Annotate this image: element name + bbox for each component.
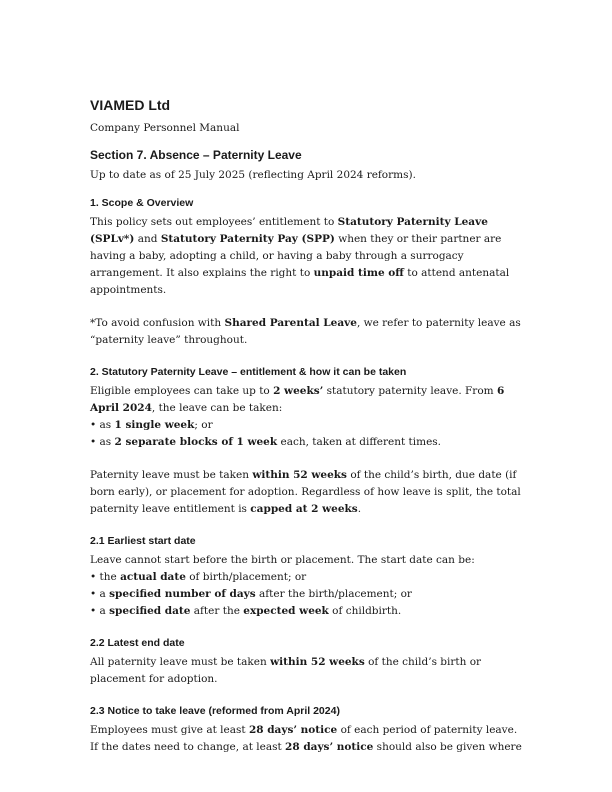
heading-scope-overview: 1. Scope & Overview bbox=[90, 197, 194, 209]
bullet-specified-days: • a specified number of days after the birth/placement; or bbox=[90, 588, 412, 600]
para-entitlement-intro: Eligible employees can take up to 2 weeks’ statutory paternity leave. From 6 April 2024, the leave can be taken: bbox=[90, 385, 505, 414]
bullet-single-week: • as 1 single week; or bbox=[90, 419, 213, 431]
para-footnote: *To avoid confusion with Shared Parental Leave, we refer to paternity leave as “paternity leave” throughout. bbox=[90, 317, 521, 346]
effective-date-line: Up to date as of 25 July 2025 (reflecting April 2024 reforms). bbox=[90, 169, 416, 181]
bullet-two-blocks: • as 2 separate blocks of 1 week each, taken at different times. bbox=[90, 436, 442, 448]
heading-notice-to-take-leave: 2.3 Notice to take leave (reformed from April 2024) bbox=[90, 705, 340, 717]
para-latest-end: All paternity leave must be taken within 52 weeks of the child’s birth or placement for adoption. bbox=[90, 656, 482, 685]
company-title: VIAMED Ltd bbox=[90, 97, 171, 113]
bullet-actual-date: • the actual date of birth/placement; or bbox=[90, 571, 307, 583]
manual-subtitle: Company Personnel Manual bbox=[90, 122, 240, 134]
heading-latest-end: 2.2 Latest end date bbox=[90, 637, 185, 649]
document-content bbox=[90, 97, 523, 772]
para-notice-to-take-leave: Employees must give at least 28 days’ notice of each period of paternity leave. If the dates need to change, at least 28 days’ notice should also be given where bbox=[90, 724, 522, 753]
bullet-specified-date: • a specified date after the expected week of childbirth. bbox=[90, 605, 402, 617]
para-earliest-start-intro: Leave cannot start before the birth or placement. The start date can be: bbox=[90, 554, 475, 566]
section-title: Section 7. Absence – Paternity Leave bbox=[90, 148, 302, 162]
heading-earliest-start: 2.1 Earliest start date bbox=[90, 535, 196, 547]
para-52-weeks-cap: Paternity leave must be taken within 52 weeks of the child’s birth, due date (if born early), or placement for adoption. Regardless of how leave is split, the total paternity leave entitlement is capped at 2 weeks. bbox=[90, 469, 521, 515]
para-scope-overview: This policy sets out employees’ entitlement to Statutory Paternity Leave (SPLv*) and Statutory Paternity Pay (SPP) when they or their partner are having a baby, adopting a child, or having a baby through a surrogacy arrangement. It also explains the right to unpaid time off to attend antenatal appointments. bbox=[90, 216, 510, 296]
heading-entitlement: 2. Statutory Paternity Leave – entitlement & how it can be taken bbox=[90, 366, 407, 378]
